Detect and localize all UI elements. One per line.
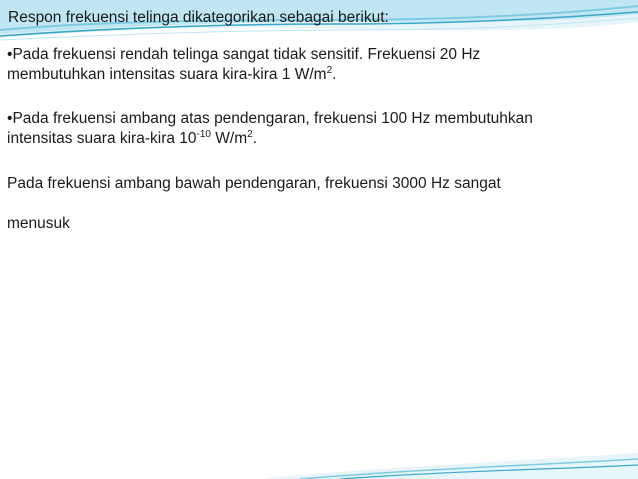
bullet-point-upper-threshold <box>7 109 627 149</box>
superscript: 2 <box>247 129 253 140</box>
point-unit: W/m <box>210 130 248 147</box>
bullet-marker: • <box>7 46 13 63</box>
point-line: Pada frekuensi rendah telinga sangat tidak sensitif. Frekuensi 20 Hz <box>12 46 481 63</box>
superscript: 2 <box>326 65 333 76</box>
point-continuation: menusuk <box>7 215 70 232</box>
point-punctuation: . <box>252 130 258 147</box>
point-line: membutuhkan intensitas suara kira-kira 1 W/m <box>7 66 327 83</box>
footer-wave-decoration <box>0 449 638 479</box>
bullet-marker: • <box>7 110 13 127</box>
point-lower-threshold: Pada frekuensi ambang bawah pendengaran, frekuensi 3000 Hz sangat <box>7 175 501 192</box>
slide-title: Respon frekuensi telinga dikategorikan sebagai berikut: <box>8 9 389 26</box>
point-line: Pada frekuensi ambang atas pendengaran, frekuensi 100 Hz membutuhkan <box>12 110 533 127</box>
point-punctuation: . <box>332 66 337 83</box>
point-line: intensitas suara kira-kira 10 <box>7 130 197 147</box>
bullet-point-low-frequency <box>7 45 627 85</box>
superscript-exponent: -10 <box>196 129 211 140</box>
